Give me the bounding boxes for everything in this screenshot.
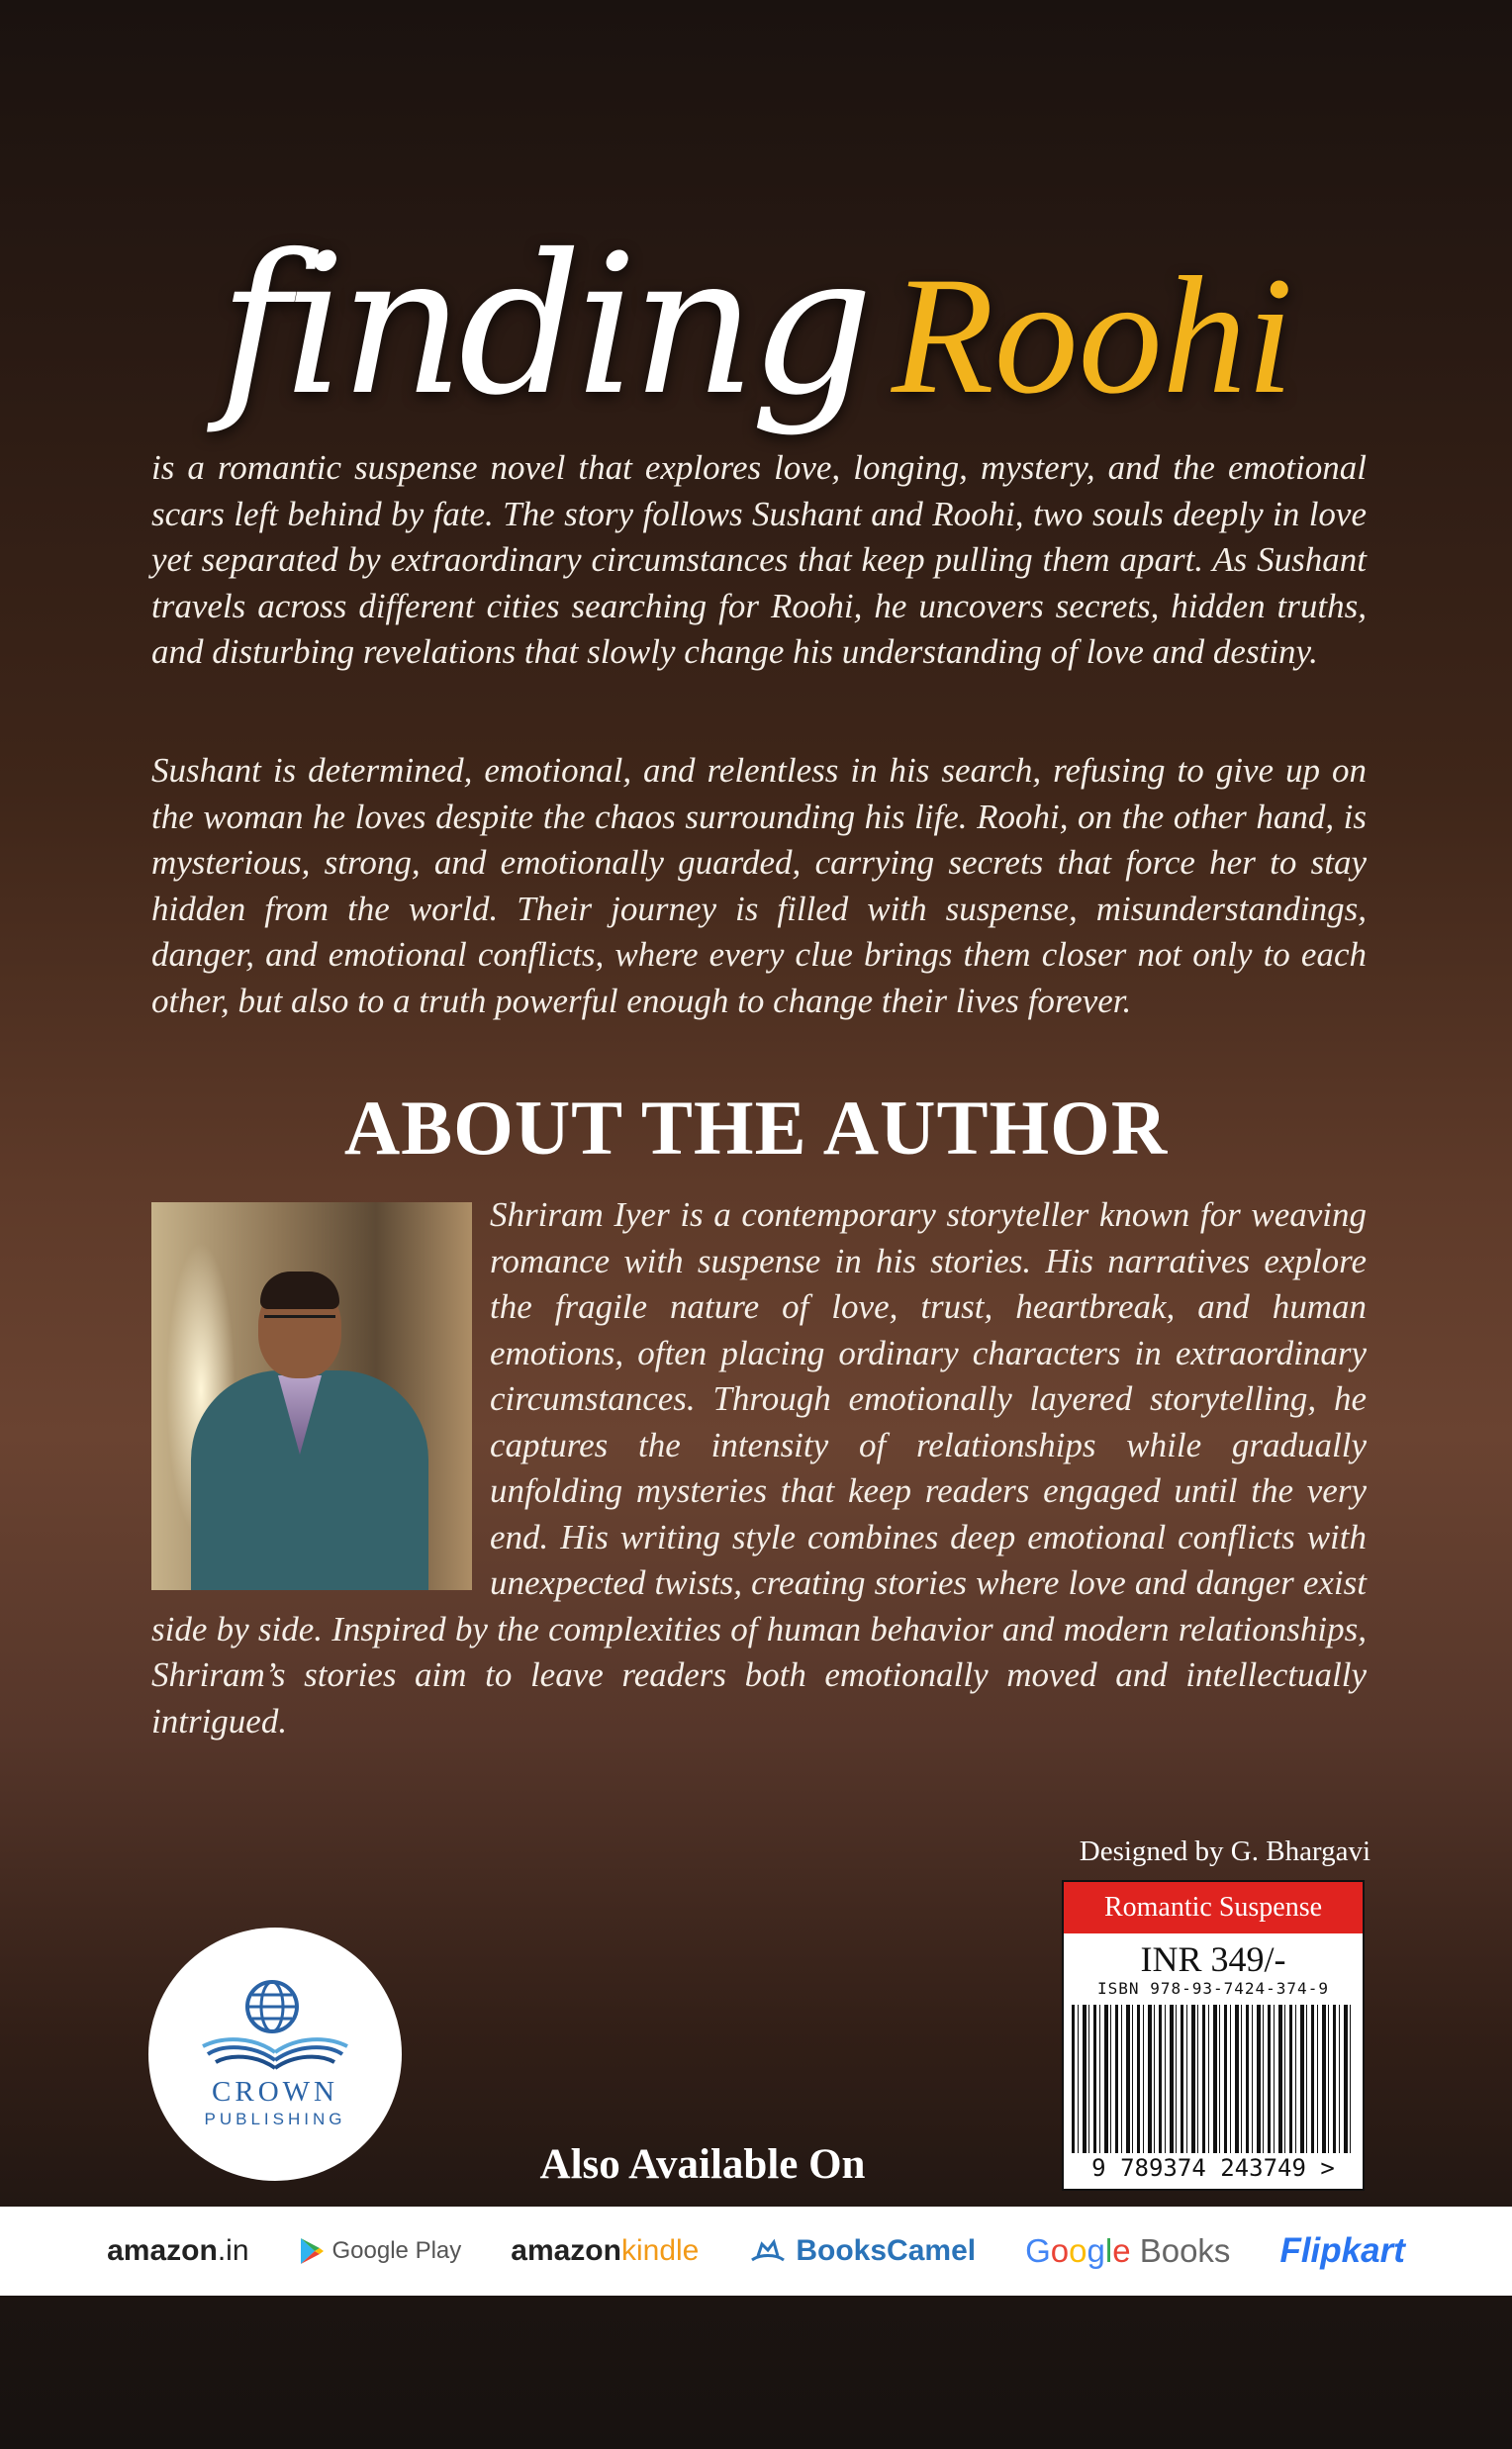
title-word-roohi: Roohi	[891, 242, 1293, 428]
designer-credit: Designed by G. Bhargavi	[1079, 1836, 1370, 1867]
synopsis-paragraph-1: is a romantic suspense novel that explores love, longing, mystery, and the emotional scars left behind by fate. The story follows Sushant and Roohi, two souls deeply in love yet separated by extraordinary circumstances that keep pulling them apart. As Sushant travels across different cities searching for Roohi, he uncovers secrets, hidden truths, and disturbing revelations that slowly change his understanding of love and destiny.	[151, 448, 1367, 671]
store-logos-strip	[0, 2207, 1512, 2296]
author-photo	[151, 1202, 472, 1590]
globe-icon	[244, 1979, 300, 2034]
author-bio: Shriram Iyer is a contemporary storyteller known for weaving romance with suspense in his stories. His narratives explore the fragile nature of love, trust, heartbreak, and human emotions, often placing ordinary characters in extraordinary circumstances. Through emotionally layered storytelling, he captures the intensity of relationships while gradually unfolding mysteries that keep readers engaged until the very end. His writing style combines deep emotional conflicts with unexpected twists, creating stories where love and danger exist side by side. Inspired by the complexities of human behavior and modern relationships, Shriram’s stories aim to leave readers both emotionally moved and intellectually intrigued.	[151, 1195, 1367, 1741]
bookscamel-icon	[748, 2236, 788, 2266]
store-flipkart: Flipkart	[1279, 2231, 1405, 2270]
isbn-text: ISBN 978-93-7424-374-9	[1097, 1979, 1329, 1998]
about-author-heading: ABOUT THE AUTHOR	[343, 1084, 1169, 1171]
store-amazon-in: amazon.in	[107, 2234, 249, 2267]
open-book-icon	[198, 2034, 352, 2074]
also-available-heading: Also Available On	[539, 2141, 866, 2188]
google-play-icon	[299, 2236, 325, 2266]
price-label: INR 349/-	[1140, 1939, 1286, 1979]
barcode-label	[1062, 1880, 1365, 2191]
publisher-subtitle: PUBLISHING	[204, 2110, 346, 2128]
title-word-finding: finding	[219, 213, 868, 437]
barcode-number: 9 789374 243749 >	[1091, 2154, 1335, 2182]
author-section	[151, 1192, 1367, 1744]
book-title	[0, 213, 1512, 437]
publisher-logo	[148, 1928, 402, 2181]
publisher-name: CROWN	[212, 2076, 338, 2108]
store-amazon-kindle: amazonkindle	[511, 2234, 700, 2267]
store-bookscamel: BooksCamel	[748, 2234, 976, 2268]
genre-label: Romantic Suspense	[1064, 1882, 1363, 1933]
synopsis-paragraph-2: Sushant is determined, emotional, and relentless in his search, refusing to give up on the woman he loves despite the chaos surrounding his life. Roohi, on the other hand, is mysterious, strong, and emotionally guarded, carrying secrets that force her to stay hidden from the world. Their journey is filled with suspense, misunderstandings, danger, and emotional conflicts, where every clue brings them closer not only to each other, but also to a truth powerful enough to change their lives forever.	[151, 751, 1367, 1020]
store-google-play: Google Play	[299, 2236, 462, 2266]
store-google-books: Google Books	[1025, 2232, 1231, 2269]
barcode-bars	[1072, 2005, 1355, 2153]
